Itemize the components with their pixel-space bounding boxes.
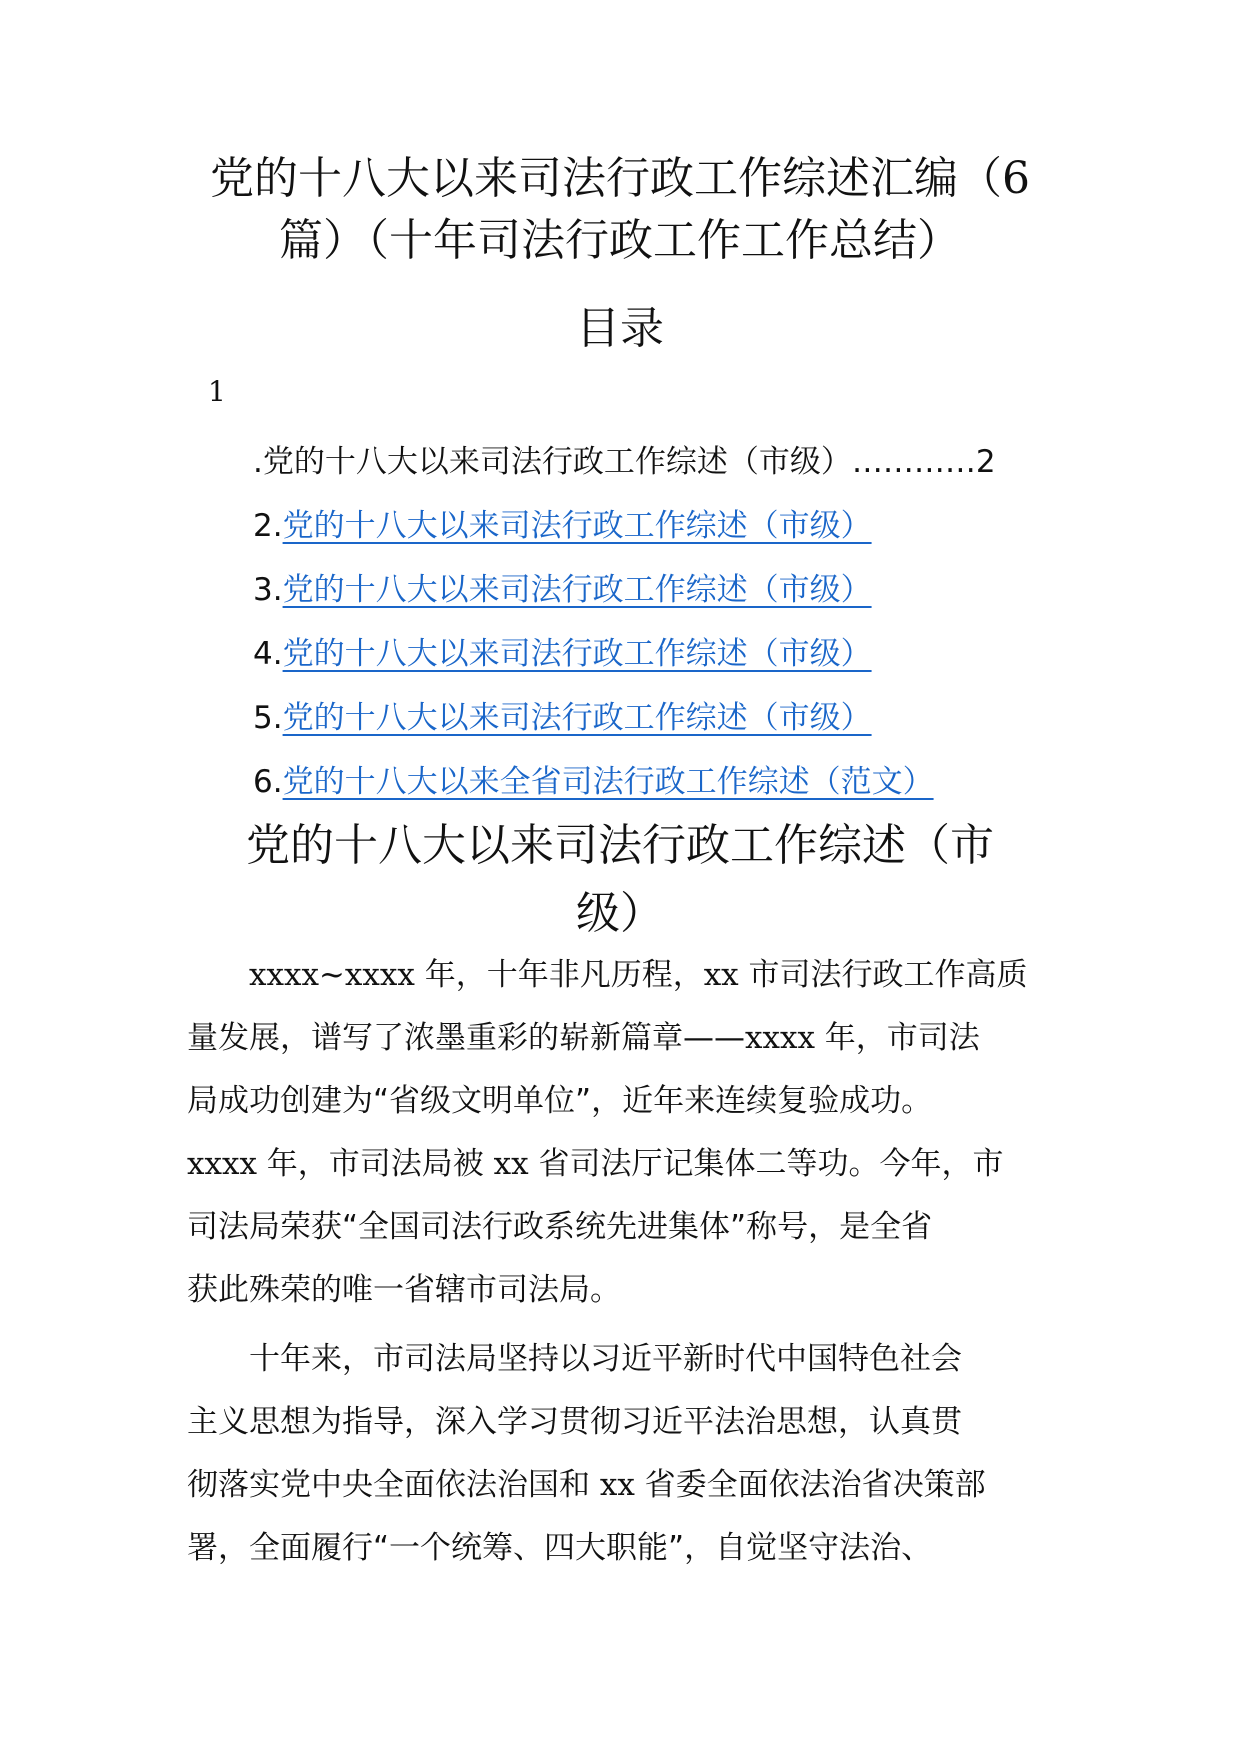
toc-link-6[interactable]: 党的十八大以来全省司法行政工作综述（范文） [282, 764, 934, 800]
table-of-contents [253, 430, 996, 814]
toc-item-5[interactable] [253, 686, 996, 750]
document-title-line-1 [160, 148, 1080, 210]
toc-first-number: 1 [208, 375, 226, 408]
toc-item-number: . [253, 444, 263, 480]
toc-link-3[interactable]: 党的十八大以来司法行政工作综述（市级） [282, 572, 872, 608]
year-range: xxxx~xxxx [249, 957, 415, 993]
paragraph-line [187, 1133, 1067, 1196]
toc-item-1[interactable] [253, 430, 996, 494]
toc-item-text[interactable]: 党的十八大以来司法行政工作综述（市级）…………2 [262, 444, 996, 480]
paragraph-line [187, 1454, 1067, 1517]
text-run: 年，市司法 [814, 1020, 980, 1056]
section-title [190, 812, 1050, 948]
toc-item-number: 4. [253, 636, 283, 672]
paragraph-line [187, 1007, 1067, 1070]
paragraph-line: 主义思想为指导，深入学习贯彻习近平法治思想，认真贯 [187, 1404, 962, 1440]
section-title-line-1: 党的十八大以来司法行政工作综述（市 [246, 820, 994, 871]
paragraph-line: 局成功创建为“省级文明单位”，近年来连续复验成功。 [187, 1083, 933, 1119]
toc-item-number: 5. [253, 700, 283, 736]
toc-link-4[interactable]: 党的十八大以来司法行政工作综述（市级） [282, 636, 872, 672]
paragraph-line: 十年来，市司法局坚持以习近平新时代中国特色社会 [249, 1341, 962, 1377]
text-run: 市司法行政工作高质 [738, 957, 1028, 993]
paragraph-line [187, 944, 1067, 1007]
toc-heading: 目录 [576, 303, 664, 354]
province-placeholder: xx [493, 1146, 529, 1182]
body-paragraph-1 [187, 944, 1067, 1322]
toc-item-number: 2. [253, 508, 283, 544]
city-placeholder: xx [703, 957, 739, 993]
text-run: 省委全面依法治省决策部 [634, 1467, 986, 1503]
province-placeholder: xx [599, 1467, 635, 1503]
text-run: 年，市司法局被 [256, 1146, 494, 1182]
text-run: 省司法厅记集体二等功。今年，市 [528, 1146, 1004, 1182]
text-run: 量发展，谱写了浓墨重彩的崭新篇章—— [187, 1020, 745, 1056]
toc-item-3[interactable] [253, 558, 996, 622]
year-placeholder: xxxx [187, 1146, 257, 1182]
document-title [160, 148, 1080, 272]
body-paragraph-2 [187, 1328, 1067, 1580]
text-run: 年，十年非凡历程， [414, 957, 704, 993]
year-placeholder: xxxx [745, 1020, 815, 1056]
toc-item-number: 3. [253, 572, 283, 608]
toc-link-5[interactable]: 党的十八大以来司法行政工作综述（市级） [282, 700, 872, 736]
toc-item-number: 6. [253, 764, 283, 800]
document-title-count: 6 [1002, 153, 1030, 204]
paragraph-line: 司法局荣获“全国司法行政系统先进集体”称号，是全省 [187, 1209, 933, 1245]
section-title-line-2: 级） [576, 888, 664, 939]
toc-item-6[interactable] [253, 750, 996, 814]
toc-item-2[interactable] [253, 494, 996, 558]
text-run: 彻落实党中央全面依法治国和 [187, 1467, 600, 1503]
paragraph-line: 署，全面履行“一个统筹、四大职能”，自觉坚守法治、 [187, 1530, 933, 1566]
document-title-line-2: 篇）（十年司法行政工作工作总结） [279, 215, 961, 266]
toc-item-4[interactable] [253, 622, 996, 686]
document-title-text: 党的十八大以来司法行政工作综述汇编（ [210, 153, 1002, 204]
paragraph-line: 获此殊荣的唯一省辖市司法局。 [187, 1272, 621, 1308]
toc-link-2[interactable]: 党的十八大以来司法行政工作综述（市级） [282, 508, 872, 544]
